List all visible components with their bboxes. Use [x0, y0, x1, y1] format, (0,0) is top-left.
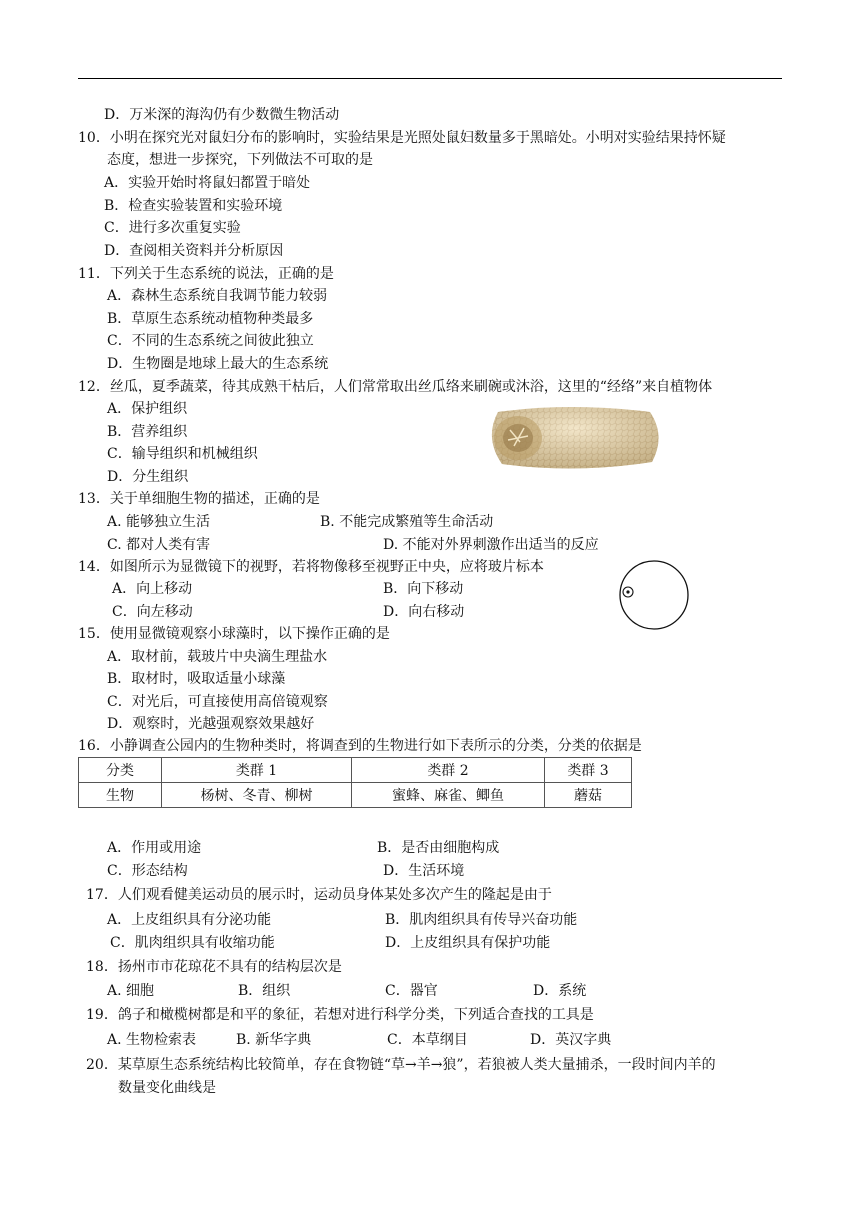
q19-stem: 19．鸽子和橄榄树都是和平的象征，若想对进行科学分类，下列适合查找的工具是 — [86, 1007, 594, 1023]
table-header-cell: 类群 1 — [162, 758, 352, 783]
q13-stem: 13．关于单细胞生物的描述，正确的是 — [78, 491, 320, 507]
q9-option-d: D．万米深的海沟仍有少数微生物活动 — [104, 107, 340, 123]
q11-option-a: A．森林生态系统自我调节能力较弱 — [107, 288, 328, 304]
q10-stem-line2: 态度，想进一步探究，下列做法不可取的是 — [107, 152, 373, 168]
q15-stem: 15．使用显微镜观察小球藻时，以下操作正确的是 — [78, 626, 390, 642]
q10-option-d: D．查阅相关资料并分析原因 — [104, 243, 284, 259]
q16-option-d: D．生活环境 — [383, 863, 465, 879]
q19-option-c: C．本草纲目 — [387, 1032, 468, 1048]
q18-option-a: A. 细胞 — [107, 983, 155, 999]
q14-stem: 14．如图所示为显微镜下的视野，若将物像移至视野正中央，应将玻片标本 — [78, 559, 544, 575]
q17-stem: 17．人们观看健美运动员的展示时，运动员身体某处多次产生的隆起是由于 — [86, 887, 552, 903]
q10-option-b: B．检查实验装置和实验环境 — [104, 198, 283, 214]
q13-option-a: A. 能够独立生活 — [107, 514, 211, 530]
q12-option-b: B．营养组织 — [107, 424, 188, 440]
table-header-cell: 类群 3 — [545, 758, 632, 783]
q15-option-d: D．观察时，光越强观察效果越好 — [107, 716, 315, 732]
q12-option-d: D．分生组织 — [107, 469, 189, 485]
q18-option-c: C．器官 — [385, 983, 438, 999]
q17-option-b: B．肌肉组织具有传导兴奋功能 — [385, 912, 578, 928]
table-cell: 蘑菇 — [545, 783, 632, 808]
table-cell: 生物 — [79, 783, 162, 808]
q13-option-c: C. 都对人类有害 — [107, 537, 211, 553]
classification-table — [78, 757, 632, 808]
table-header-cell: 分类 — [79, 758, 162, 783]
table-row — [79, 783, 632, 808]
q15-option-a: A．取材前，载玻片中央滴生理盐水 — [107, 649, 328, 665]
q16-option-b: B．是否由细胞构成 — [377, 840, 500, 856]
q11-stem: 11．下列关于生态系统的说法，正确的是 — [78, 266, 334, 282]
q11-option-c: C．不同的生态系统之间彼此独立 — [107, 333, 314, 349]
q14-option-c: C．向左移动 — [112, 604, 193, 620]
q17-option-d: D．上皮组织具有保护功能 — [385, 935, 551, 951]
q20-stem-line2: 数量变化曲线是 — [118, 1080, 216, 1096]
q18-option-d: D．系统 — [533, 983, 587, 999]
q12-option-c: C．输导组织和机械组织 — [107, 446, 258, 462]
q14-option-d: D．向右移动 — [383, 604, 465, 620]
q14-option-a: A．向上移动 — [112, 581, 193, 597]
q15-option-c: C．对光后，可直接使用高倍镜观察 — [107, 694, 328, 710]
table-cell: 蜜蜂、麻雀、鲫鱼 — [352, 783, 545, 808]
q19-option-b: B. 新华字典 — [236, 1032, 312, 1048]
q16-option-a: A．作用或用途 — [107, 840, 202, 856]
q18-stem: 18．扬州市市花琼花不具有的结构层次是 — [86, 959, 342, 975]
q15-option-b: B．取材时，吸取适量小球藻 — [107, 671, 286, 687]
q16-stem: 16．小静调查公园内的生物种类时，将调查到的生物进行如下表所示的分类，分类的依据是 — [78, 738, 642, 754]
header-rule — [78, 78, 782, 79]
table-header-cell: 类群 2 — [352, 758, 545, 783]
table-cell: 杨树、冬青、柳树 — [162, 783, 352, 808]
q20-stem-line1: 20．某草原生态系统结构比较简单，存在食物链“草→羊→狼”，若狼被人类大量捕杀，一段时间内羊的 — [86, 1057, 716, 1073]
q10-option-c: C．进行多次重复实验 — [104, 220, 241, 236]
q18-option-b: B．组织 — [238, 983, 291, 999]
q11-option-b: B．草原生态系统动植物种类最多 — [107, 311, 314, 327]
q17-option-c: C．肌肉组织具有收缩功能 — [110, 935, 275, 951]
q12-option-a: A．保护组织 — [107, 401, 188, 417]
q11-option-d: D．生物圈是地球上最大的生态系统 — [107, 356, 329, 372]
loofah-image — [480, 398, 668, 476]
q19-option-d: D．英汉字典 — [530, 1032, 612, 1048]
q12-stem: 12．丝瓜，夏季蔬菜，待其成熟干枯后，人们常常取出丝瓜络来刷碗或沐浴，这里的“经络”来自植物体 — [78, 379, 713, 395]
q19-option-a: A. 生物检索表 — [107, 1032, 197, 1048]
q17-option-a: A．上皮组织具有分泌功能 — [107, 912, 272, 928]
q10-stem-line1: 10．小明在探究光对鼠妇分布的影响时，实验结果是光照处鼠妇数量多于黑暗处。小明对实验结果持怀疑 — [78, 130, 726, 146]
q13-option-d: D. 不能对外界刺激作出适当的反应 — [383, 537, 599, 553]
table-header-row — [79, 758, 632, 783]
microscope-field-figure — [617, 558, 691, 632]
q16-option-c: C．形态结构 — [107, 863, 188, 879]
q10-option-a: A．实验开始时将鼠妇都置于暗处 — [104, 175, 311, 191]
q14-option-b: B．向下移动 — [383, 581, 464, 597]
q13-option-b: B. 不能完成繁殖等生命活动 — [320, 514, 494, 530]
